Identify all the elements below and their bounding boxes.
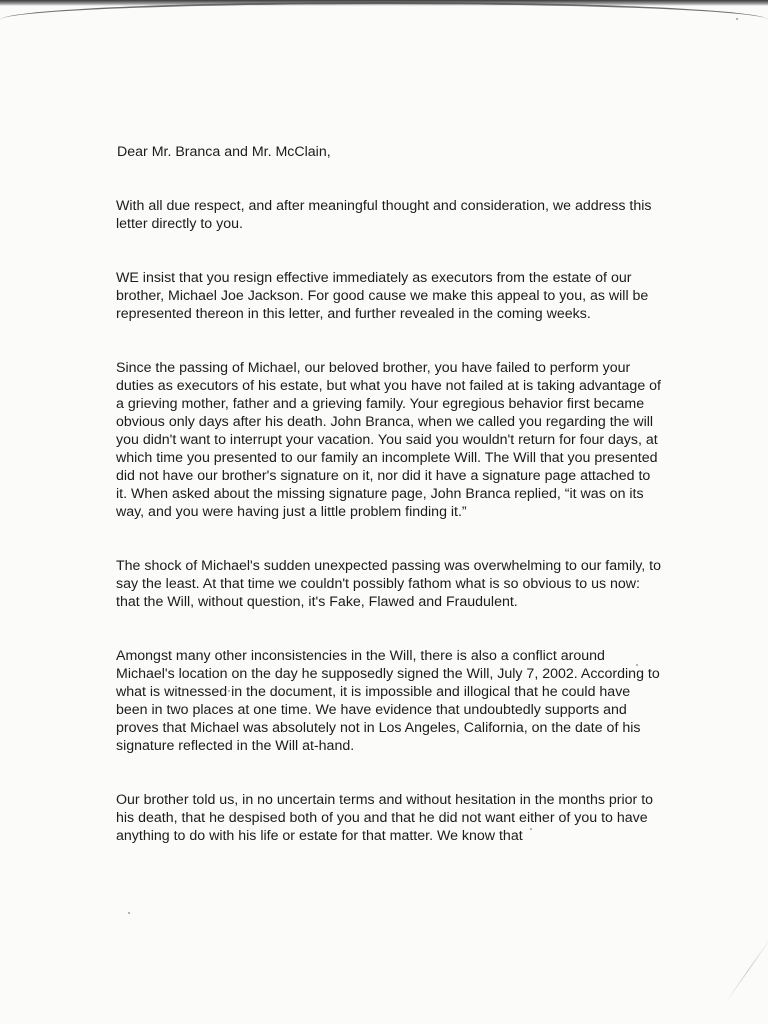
paper-crease [725,937,768,1003]
letter-paragraph: Our brother told us, in no uncertain terms and without hesitation in the months prior to his death, that he despised both of you and that he did not want either of you to have anything to do with his life or estate for that matter. We know that [116,792,654,844]
letter-paragraph: Since the passing of Michael, our beloved brother, you have failed to perform your duties as executors of his estate, but what you have not failed at is taking advantage of a grieving mother, father and a grieving family. Your egregious behavior first became obvious only days after his death. John Branca, when we called you regarding the will you didn't want to interrupt your vacation. You said you wouldn't return for four days, at which time you presented to our family an incomplete Will. The Will that you presented did not have our brother's signature on it, nor did it have a signature page attached to it. When asked about the missing signature page, John Branca replied, “it was on its way, and you were having just a little problem finding it.” [116,360,661,520]
letter-paragraph: WE insist that you resign effective immediately as executors from the estate of our brother, Michael Joe Jackson. For good cause we make this appeal to you, as will be represented thereon in this letter, and further revealed in the coming weeks. [116,270,649,322]
letter-paragraph: The shock of Michael's sudden unexpected passing was overwhelming to our family, to say the least. At that time we couldn't possibly fathom what is so obvious to us now: that the Will, without question, it's Fake, Flawed and Fraudulent. [116,558,662,610]
scan-page-curl [0,2,768,40]
letter-salutation: Dear Mr. Branca and Mr. McClain, [117,144,331,160]
scan-speck [128,912,130,914]
scan-speck [736,18,738,20]
letter-paragraph: Amongst many other inconsistencies in the Will, there is also a conflict around Michael's location on the day he supposedly signed the Will, July 7, 2002. According to what is witnessed in the document, it is impossible and illogical that he could have been in two places at one time. We have evidence that undoubtedly supports and proves that Michael was absolutely not in Los Angeles, California, on the date of his signature reflected in the Will at-hand. [116,648,660,754]
letter-paragraph: With all due respect, and after meaningful thought and consideration, we address this letter directly to you. [116,198,652,232]
letter-body [113,143,665,881]
